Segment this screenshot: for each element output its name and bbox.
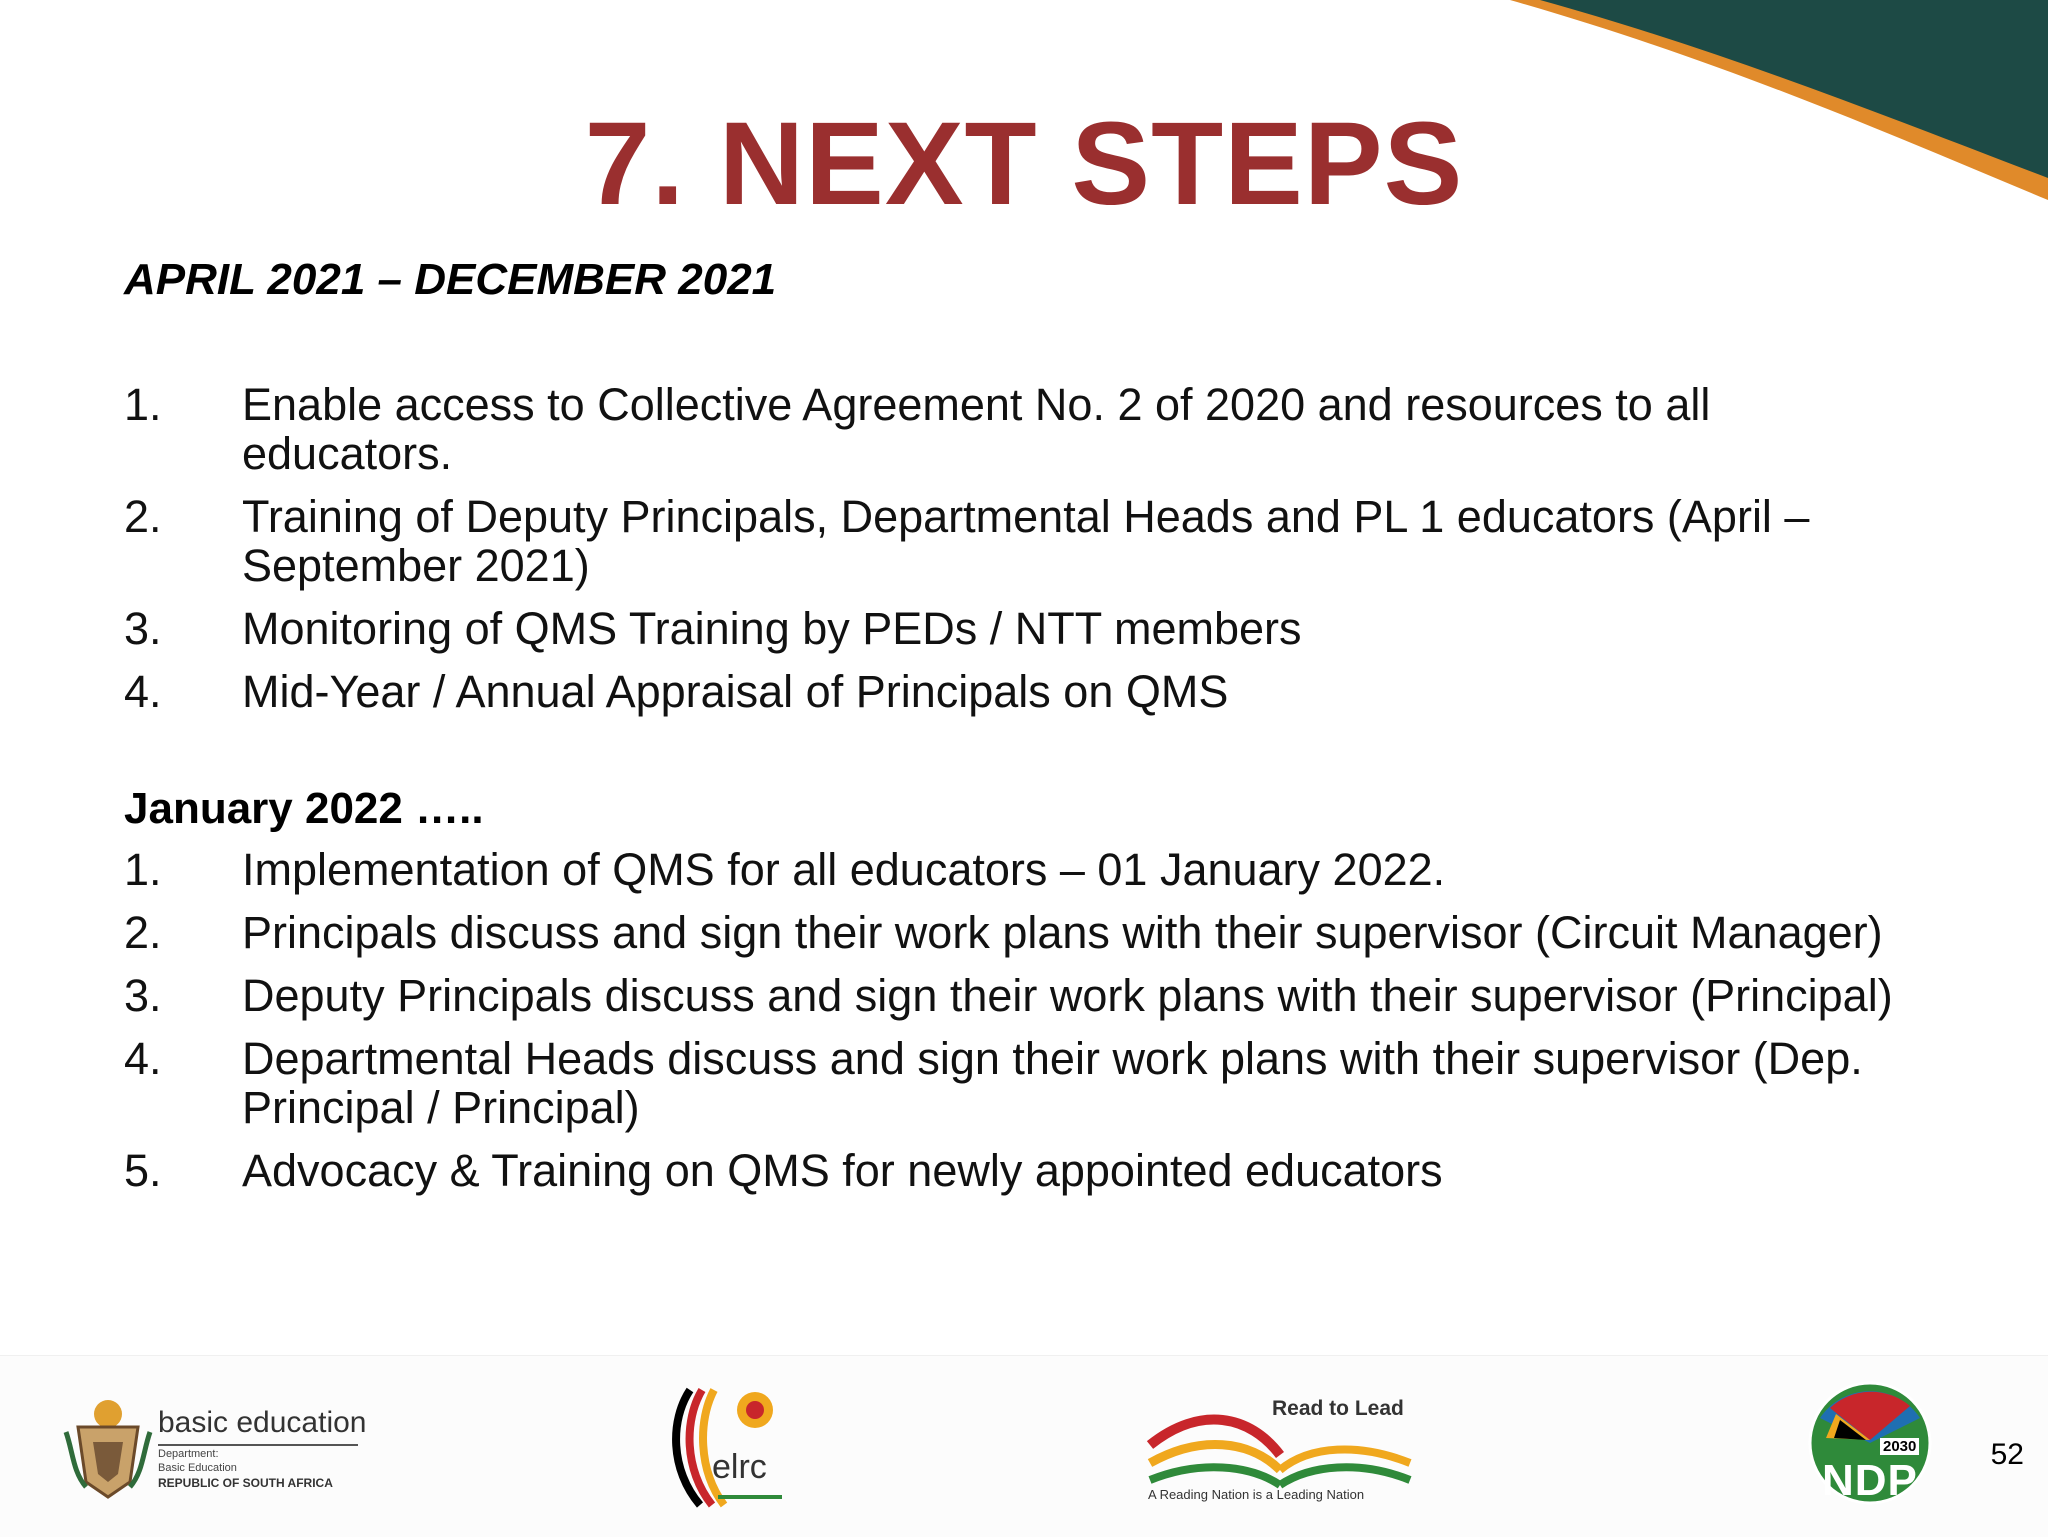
elrc-emblem-icon — [660, 1380, 790, 1510]
elrc-logo — [660, 1380, 790, 1510]
item-text: Enable access to Collective Agreement No. 2 of 2020 and resources to all educators. — [242, 379, 1711, 479]
item-text: Mid-Year / Annual Appraisal of Principals on QMS — [242, 666, 1229, 717]
dbe-name: basic education — [158, 1406, 367, 1439]
coat-of-arms-icon — [58, 1392, 158, 1502]
slide-title: 7. NEXT STEPS — [584, 98, 1464, 230]
list-2022 — [124, 845, 1924, 1209]
item-number: 1. — [124, 379, 162, 430]
list-item — [124, 908, 1924, 957]
item-text: Implementation of QMS for all educators – 01 January 2022. — [242, 844, 1446, 895]
dbe-line2: Basic Education — [158, 1462, 237, 1474]
dbe-logo — [58, 1392, 378, 1502]
item-number: 4. — [124, 666, 162, 717]
list-item — [124, 380, 1924, 478]
section-heading-2022: January 2022 ….. — [124, 784, 484, 833]
ndp-year: 2030 — [1880, 1438, 1919, 1455]
page-number: 52 — [1990, 1438, 2024, 1471]
read-to-lead-tagline: A Reading Nation is a Leading Nation — [1148, 1487, 1365, 1502]
list-item — [124, 971, 1924, 1020]
item-number: 2. — [124, 907, 162, 958]
item-text: Principals discuss and sign their work plans with their supervisor (Circuit Manager) — [242, 907, 1883, 958]
item-text: Deputy Principals discuss and sign their work plans with their supervisor (Principal) — [242, 970, 1893, 1021]
dbe-line1: Department: — [158, 1448, 219, 1460]
list-item — [124, 1146, 1924, 1195]
list-item — [124, 667, 1924, 716]
item-number: 4. — [124, 1033, 162, 1084]
item-number: 1. — [124, 844, 162, 895]
dbe-line3: REPUBLIC OF SOUTH AFRICA — [158, 1476, 333, 1490]
list-item — [124, 492, 1924, 590]
item-number: 3. — [124, 970, 162, 1021]
list-2021 — [124, 380, 1924, 730]
list-item — [124, 845, 1924, 894]
item-text: Departmental Heads discuss and sign their work plans with their supervisor (Dep. Principal / Principal) — [242, 1033, 1863, 1133]
elrc-name: elrc — [712, 1448, 767, 1486]
item-text: Advocacy & Training on QMS for newly appointed educators — [242, 1145, 1443, 1196]
list-item — [124, 604, 1924, 653]
item-number: 3. — [124, 603, 162, 654]
section-heading-2021: APRIL 2021 – DECEMBER 2021 — [124, 255, 777, 304]
item-number: 5. — [124, 1145, 162, 1196]
read-to-lead-title: Read to Lead — [1272, 1397, 1404, 1420]
ndp-name: NDP — [1822, 1456, 1918, 1505]
item-text: Monitoring of QMS Training by PEDs / NTT members — [242, 603, 1302, 654]
list-item — [124, 1034, 1924, 1132]
item-number: 2. — [124, 491, 162, 542]
item-text: Training of Deputy Principals, Departmental Heads and PL 1 educators (April – September 2021) — [242, 491, 1810, 591]
read-to-lead-logo — [1140, 1385, 1420, 1505]
ndp-2030-logo — [1800, 1378, 1940, 1508]
